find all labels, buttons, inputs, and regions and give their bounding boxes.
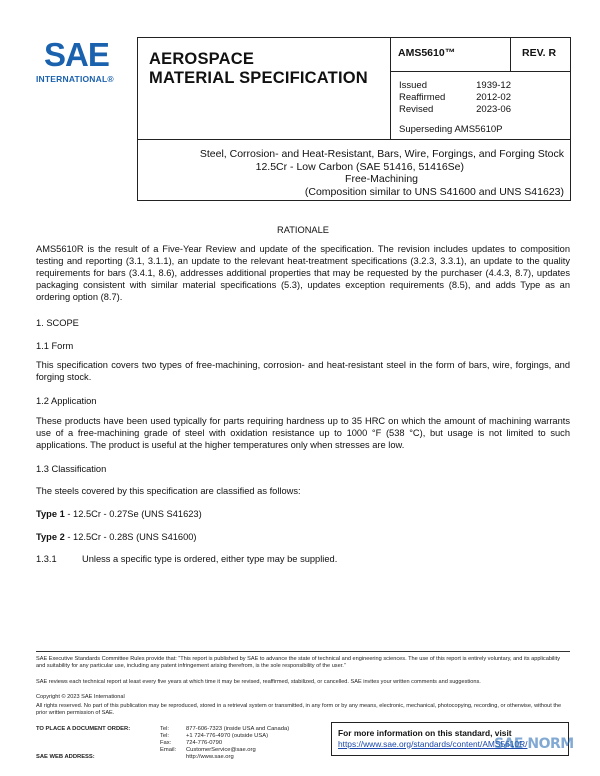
footer-divider: [36, 651, 570, 652]
contact-fax: 724-776-0790: [186, 740, 223, 746]
rationale-text: AMS5610R is the result of a Five-Year Review and update of the specification. The revision includes updates to composition testing and reporting (3.1, 3.1.1), an update to the relevant heat-treatment specifications (3.2.3, 3.3.1), an update to the quality requirements for bars (3.4.1, 8.6), addresses additional properties that may be requested by the purchaser (4.4.3, 8.7), updates packaging consistent with similar material specifications (5.3), updates exception requirements (8.5), and adds Type as an ordering option (8.7).: [36, 244, 570, 302]
watermark: SAE NORM: [494, 736, 574, 752]
date-row: [399, 80, 511, 92]
header-divider: [510, 38, 511, 71]
form-heading: 1.1 Form: [36, 341, 74, 351]
spec-title-line: (Composition similar to UNS S41600 and UNS S41623): [304, 185, 564, 198]
type-2-line: [36, 531, 570, 543]
spec-title-line: Free-Machining: [345, 173, 418, 185]
contact-key: Tel:: [160, 733, 170, 739]
footer-review-note: SAE reviews each technical report at least every five years at which time it may be revised, reaffirmed, stabilized, or cancelled. SAE invites your written comments and suggestions.: [36, 679, 481, 685]
spec-title-line: 12.5Cr - Low Carbon (SAE 51416, 51416Se): [255, 160, 464, 173]
title-line-2: MATERIAL SPECIFICATION: [149, 69, 368, 87]
scope-heading: 1. SCOPE: [36, 318, 79, 328]
web-address-label: SAE WEB ADDRESS:: [36, 754, 95, 760]
type-1-desc: - 12.5Cr - 0.27Se (UNS S41623): [64, 509, 202, 519]
application-text: These products have been used typically for parts requiring hardness up to 35 HRC on which the amount of machining warrants use of a free-machining grade of steel with oxidation resistance up to 1000 °F (538 °C), but usage is not limited to such applications. The product is useful at the higher temperatures only when stresses are low.: [36, 416, 570, 450]
date-label: Reaffirmed: [399, 92, 446, 103]
type-2-desc: - 12.5Cr - 0.28S (UNS S41600): [64, 532, 197, 542]
more-info-text: For more information on this standard, visit: [338, 728, 512, 738]
rationale-heading: RATIONALE: [276, 225, 329, 235]
footer-rights: All rights reserved. No part of this publication may be reproduced, stored in a retrieval system or transmitted, in any form or by any means, electronic, mechanical, photocopying, recording, or otherwise, without the prior written permission of SAE.: [36, 703, 562, 717]
contact-key: Email:: [160, 747, 177, 753]
date-table: [399, 80, 511, 116]
logo-word: SAE: [44, 36, 109, 73]
classification-text: The steels covered by this specification are classified as follows:: [36, 486, 301, 496]
date-row: [399, 104, 511, 116]
classification-heading: 1.3 Classification: [36, 464, 107, 474]
section-1-3-1: [36, 553, 570, 565]
standard-link[interactable]: https://www.sae.org/standards/content/AMS5610R/: [338, 738, 528, 749]
date-label: Issued: [399, 80, 427, 91]
date-row: [399, 92, 511, 104]
date-value: 2023-06: [476, 104, 511, 115]
date-value: 1939-12: [476, 80, 511, 91]
footer-rules-note: SAE Executive Standards Committee Rules provide that: “This report is published by SAE to advance the state of technical and engineering sciences. The use of this report is entirely voluntary, and its applicability and suitability for any particular use, including any patent infringement arising therefrom, is the sole responsibility of the user.”: [36, 656, 561, 670]
sae-logo: [36, 36, 126, 86]
document-type-title: [149, 50, 368, 88]
type-1-label: Type 1: [36, 509, 65, 519]
web-address-link[interactable]: http://www.sae.org: [186, 754, 234, 760]
contact-key: Fax:: [160, 740, 172, 746]
superseding-note: Superseding AMS5610P: [399, 124, 503, 135]
contact-phone: +1 724-776-4970 (outside USA): [186, 733, 269, 739]
application-heading: 1.2 Application: [36, 396, 97, 406]
header-divider: [390, 38, 391, 139]
spec-title-line: Steel, Corrosion- and Heat-Resistant, Bars, Wire, Forgings, and Forging Stock: [199, 148, 564, 160]
title-line-1: AEROSPACE: [149, 50, 255, 68]
contact-key: Tel:: [160, 726, 170, 732]
date-value: 2012-02: [476, 92, 511, 103]
logo-subtitle: INTERNATIONAL®: [36, 74, 114, 84]
header-box: [137, 37, 571, 140]
type-2-label: Type 2: [36, 532, 65, 542]
order-label: TO PLACE A DOCUMENT ORDER:: [36, 726, 131, 732]
type-1-line: [36, 508, 570, 520]
document-code: AMS5610™: [398, 47, 456, 59]
specification-title: [137, 139, 571, 201]
date-label: Revised: [399, 104, 434, 115]
form-text: This specification covers two types of free-machining, corrosion- and heat-resistant steel in the form of bars, wire, forgings, and forging stock.: [36, 360, 570, 382]
footer-copyright: Copyright © 2023 SAE International: [36, 694, 125, 700]
contact-phone: 877-606-7323 (inside USA and Canada): [186, 726, 290, 732]
revision-label: REV. R: [522, 47, 557, 59]
header-divider: [390, 71, 570, 72]
contact-email[interactable]: CustomerService@sae.org: [186, 747, 256, 753]
section-number: 1.3.1: [36, 554, 57, 564]
section-text: Unless a specific type is ordered, either type may be supplied.: [82, 554, 338, 564]
